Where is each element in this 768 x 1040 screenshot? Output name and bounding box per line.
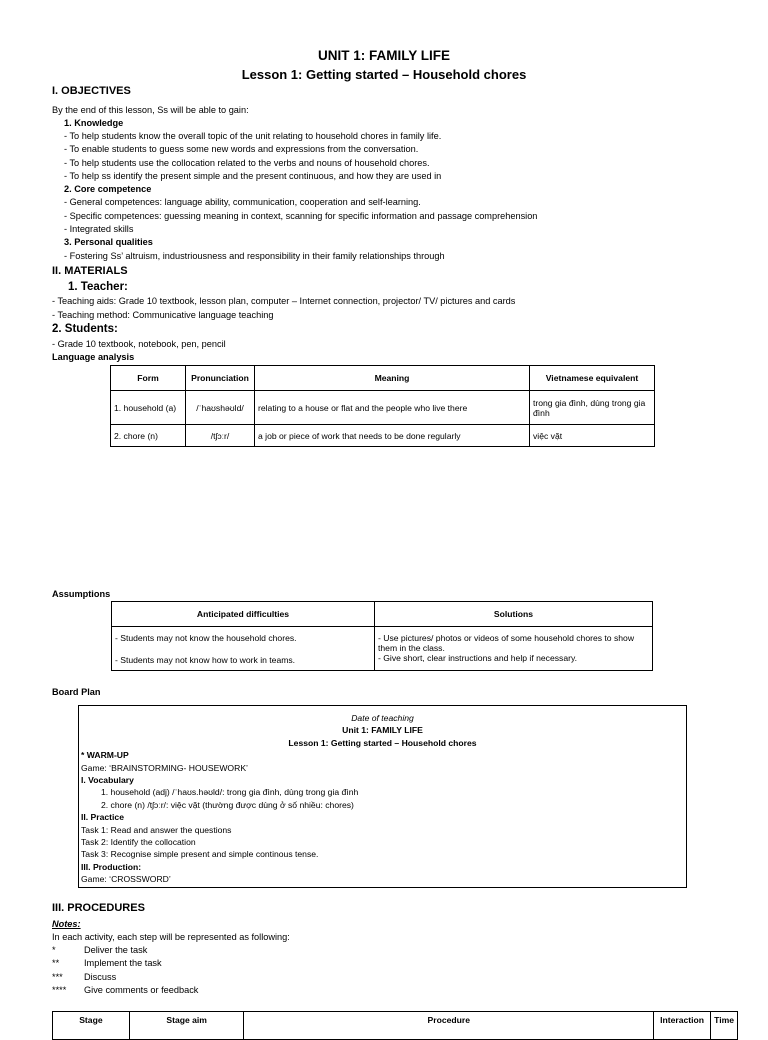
knowledge-line: - To help ss identify the present simple and the present continuous, and how they are used in xyxy=(64,171,442,181)
board-practice-item: Task 3: Recognise simple present and simple continous tense. xyxy=(81,849,319,860)
board-practice-item: Task 2: Identify the collocation xyxy=(81,837,196,848)
column-header: Meaning xyxy=(255,366,530,391)
step-text: Deliver the task xyxy=(84,945,148,955)
vietnamese-cell: việc vặt xyxy=(530,425,655,447)
notes-heading: Notes: xyxy=(52,919,81,929)
form-cell: 2. chore (n) xyxy=(111,425,186,447)
core-heading: 2. Core competence xyxy=(64,184,152,194)
column-header: Solutions xyxy=(375,602,653,627)
step-line xyxy=(52,944,147,957)
pronunciation-cell: /ˈhaʊshəʊld/ xyxy=(186,391,255,425)
column-header: Vietnamese equivalent xyxy=(530,366,655,391)
table-header-row xyxy=(111,366,655,391)
board-practice-item: Task 1: Read and answer the questions xyxy=(81,824,232,835)
personal-line: - Fostering Ss’ altruism, industriousness and responsibility in their family relationships through xyxy=(64,251,445,261)
pronunciation-cell: /tʃɔːr/ xyxy=(186,425,255,447)
teacher-heading: 1. Teacher: xyxy=(68,281,128,293)
meaning-cell: a job or piece of work that needs to be done regularly xyxy=(255,425,530,447)
core-line: - Integrated skills xyxy=(64,224,134,234)
column-header: Form xyxy=(111,366,186,391)
objectives-heading: I. OBJECTIVES xyxy=(52,85,131,97)
step-mark: **** xyxy=(52,985,67,995)
board-plan-heading: Board Plan xyxy=(52,687,101,697)
board-production-game: Game: ‘CROSSWORD’ xyxy=(81,874,171,885)
table-row xyxy=(111,391,655,425)
column-header: Anticipated difficulties xyxy=(112,602,375,627)
teacher-line: - Teaching method: Communicative language teaching xyxy=(52,310,274,320)
column-header: Time xyxy=(711,1012,738,1040)
solution-item: - Use pictures/ photos or videos of some household chores to show them in the class. xyxy=(378,633,635,653)
difficulty-item: - Students may not know the household chores. xyxy=(115,633,297,643)
language-analysis-heading: Language analysis xyxy=(52,352,135,362)
board-vocab-item: 1. household (adj) /ˈhaʊs.həʊld/: trong gia đình, dùng trong gia đình xyxy=(101,787,359,798)
table-row xyxy=(112,627,653,671)
procedures-heading: III. PROCEDURES xyxy=(52,902,145,914)
board-warmup-game: Game: ‘BRAINSTORMING- HOUSEWORK’ xyxy=(81,762,248,773)
objectives-intro: By the end of this lesson, Ss will be able to gain: xyxy=(52,105,249,115)
step-line xyxy=(52,971,116,984)
personal-heading: 3. Personal qualities xyxy=(64,237,153,247)
knowledge-heading: 1. Knowledge xyxy=(64,118,124,128)
board-warmup-heading: * WARM-UP xyxy=(81,750,129,761)
knowledge-line: - To enable students to guess some new words and expressions from the conversation. xyxy=(64,144,419,154)
step-mark: ** xyxy=(52,958,60,968)
knowledge-line: - To help students know the overall topic of the unit relating to household chores in family life. xyxy=(64,131,442,141)
assumptions-heading: Assumptions xyxy=(52,589,111,599)
core-line: - Specific competences: guessing meaning in context, scanning for specific information and passage comprehension xyxy=(64,211,538,221)
column-header: Interaction xyxy=(654,1012,711,1040)
board-vocab-item: 2. chore (n) /tʃɔːr/: việc vặt (thường được dùng ở số nhiều: chores) xyxy=(101,799,354,810)
table-header-row xyxy=(112,602,653,627)
column-header: Stage aim xyxy=(129,1012,244,1040)
language-analysis-table xyxy=(110,365,655,447)
teacher-line: - Teaching aids: Grade 10 textbook, lesson plan, computer – Internet connection, projector/ TV/ pictures and cards xyxy=(52,296,516,306)
assumptions-table xyxy=(111,601,653,671)
board-unit: Unit 1: FAMILY LIFE xyxy=(342,725,423,736)
column-header: Pronunciation xyxy=(186,366,255,391)
unit-title: UNIT 1: FAMILY LIFE xyxy=(317,48,450,63)
step-line xyxy=(52,984,198,997)
solutions-cell xyxy=(375,627,653,671)
procedures-table xyxy=(52,1011,738,1040)
difficulty-item: - Students may not know how to work in teams. xyxy=(115,655,296,665)
core-line: - General competences: language ability, communication, cooperation and self-learning. xyxy=(64,197,421,207)
board-lesson: Lesson 1: Getting started – Household chores xyxy=(288,737,477,748)
step-text: Give comments or feedback xyxy=(84,985,199,995)
form-cell: 1. household (a) xyxy=(111,391,186,425)
knowledge-line: - To help students use the collocation related to the verbs and nouns of household chores. xyxy=(64,158,430,168)
step-line xyxy=(52,957,162,970)
column-header: Procedure xyxy=(244,1012,654,1040)
meaning-cell: relating to a house or flat and the people who live there xyxy=(255,391,530,425)
step-mark: *** xyxy=(52,972,63,982)
step-mark: * xyxy=(52,945,56,955)
vietnamese-cell: trong gia đình, dùng trong gia đình xyxy=(530,391,655,425)
board-practice-heading: II. Practice xyxy=(81,812,124,823)
students-heading: 2. Students: xyxy=(52,323,118,335)
difficulties-cell xyxy=(112,627,375,671)
students-line: - Grade 10 textbook, notebook, pen, pencil xyxy=(52,339,226,349)
board-vocab-heading: I. Vocabulary xyxy=(81,775,134,786)
column-header: Stage xyxy=(53,1012,130,1040)
solution-item: - Give short, clear instructions and help if necessary. xyxy=(378,653,578,663)
notes-intro: In each activity, each step will be represented as following: xyxy=(52,932,290,942)
table-header-row xyxy=(53,1012,738,1040)
board-date: Date of teaching xyxy=(351,713,414,723)
table-row xyxy=(111,425,655,447)
lesson-title: Lesson 1: Getting started – Household chores xyxy=(241,67,527,82)
materials-heading: II. MATERIALS xyxy=(52,265,128,277)
board-plan-box xyxy=(78,705,687,888)
step-text: Implement the task xyxy=(84,958,162,968)
board-production-heading: III. Production: xyxy=(81,861,142,872)
step-text: Discuss xyxy=(84,972,117,982)
